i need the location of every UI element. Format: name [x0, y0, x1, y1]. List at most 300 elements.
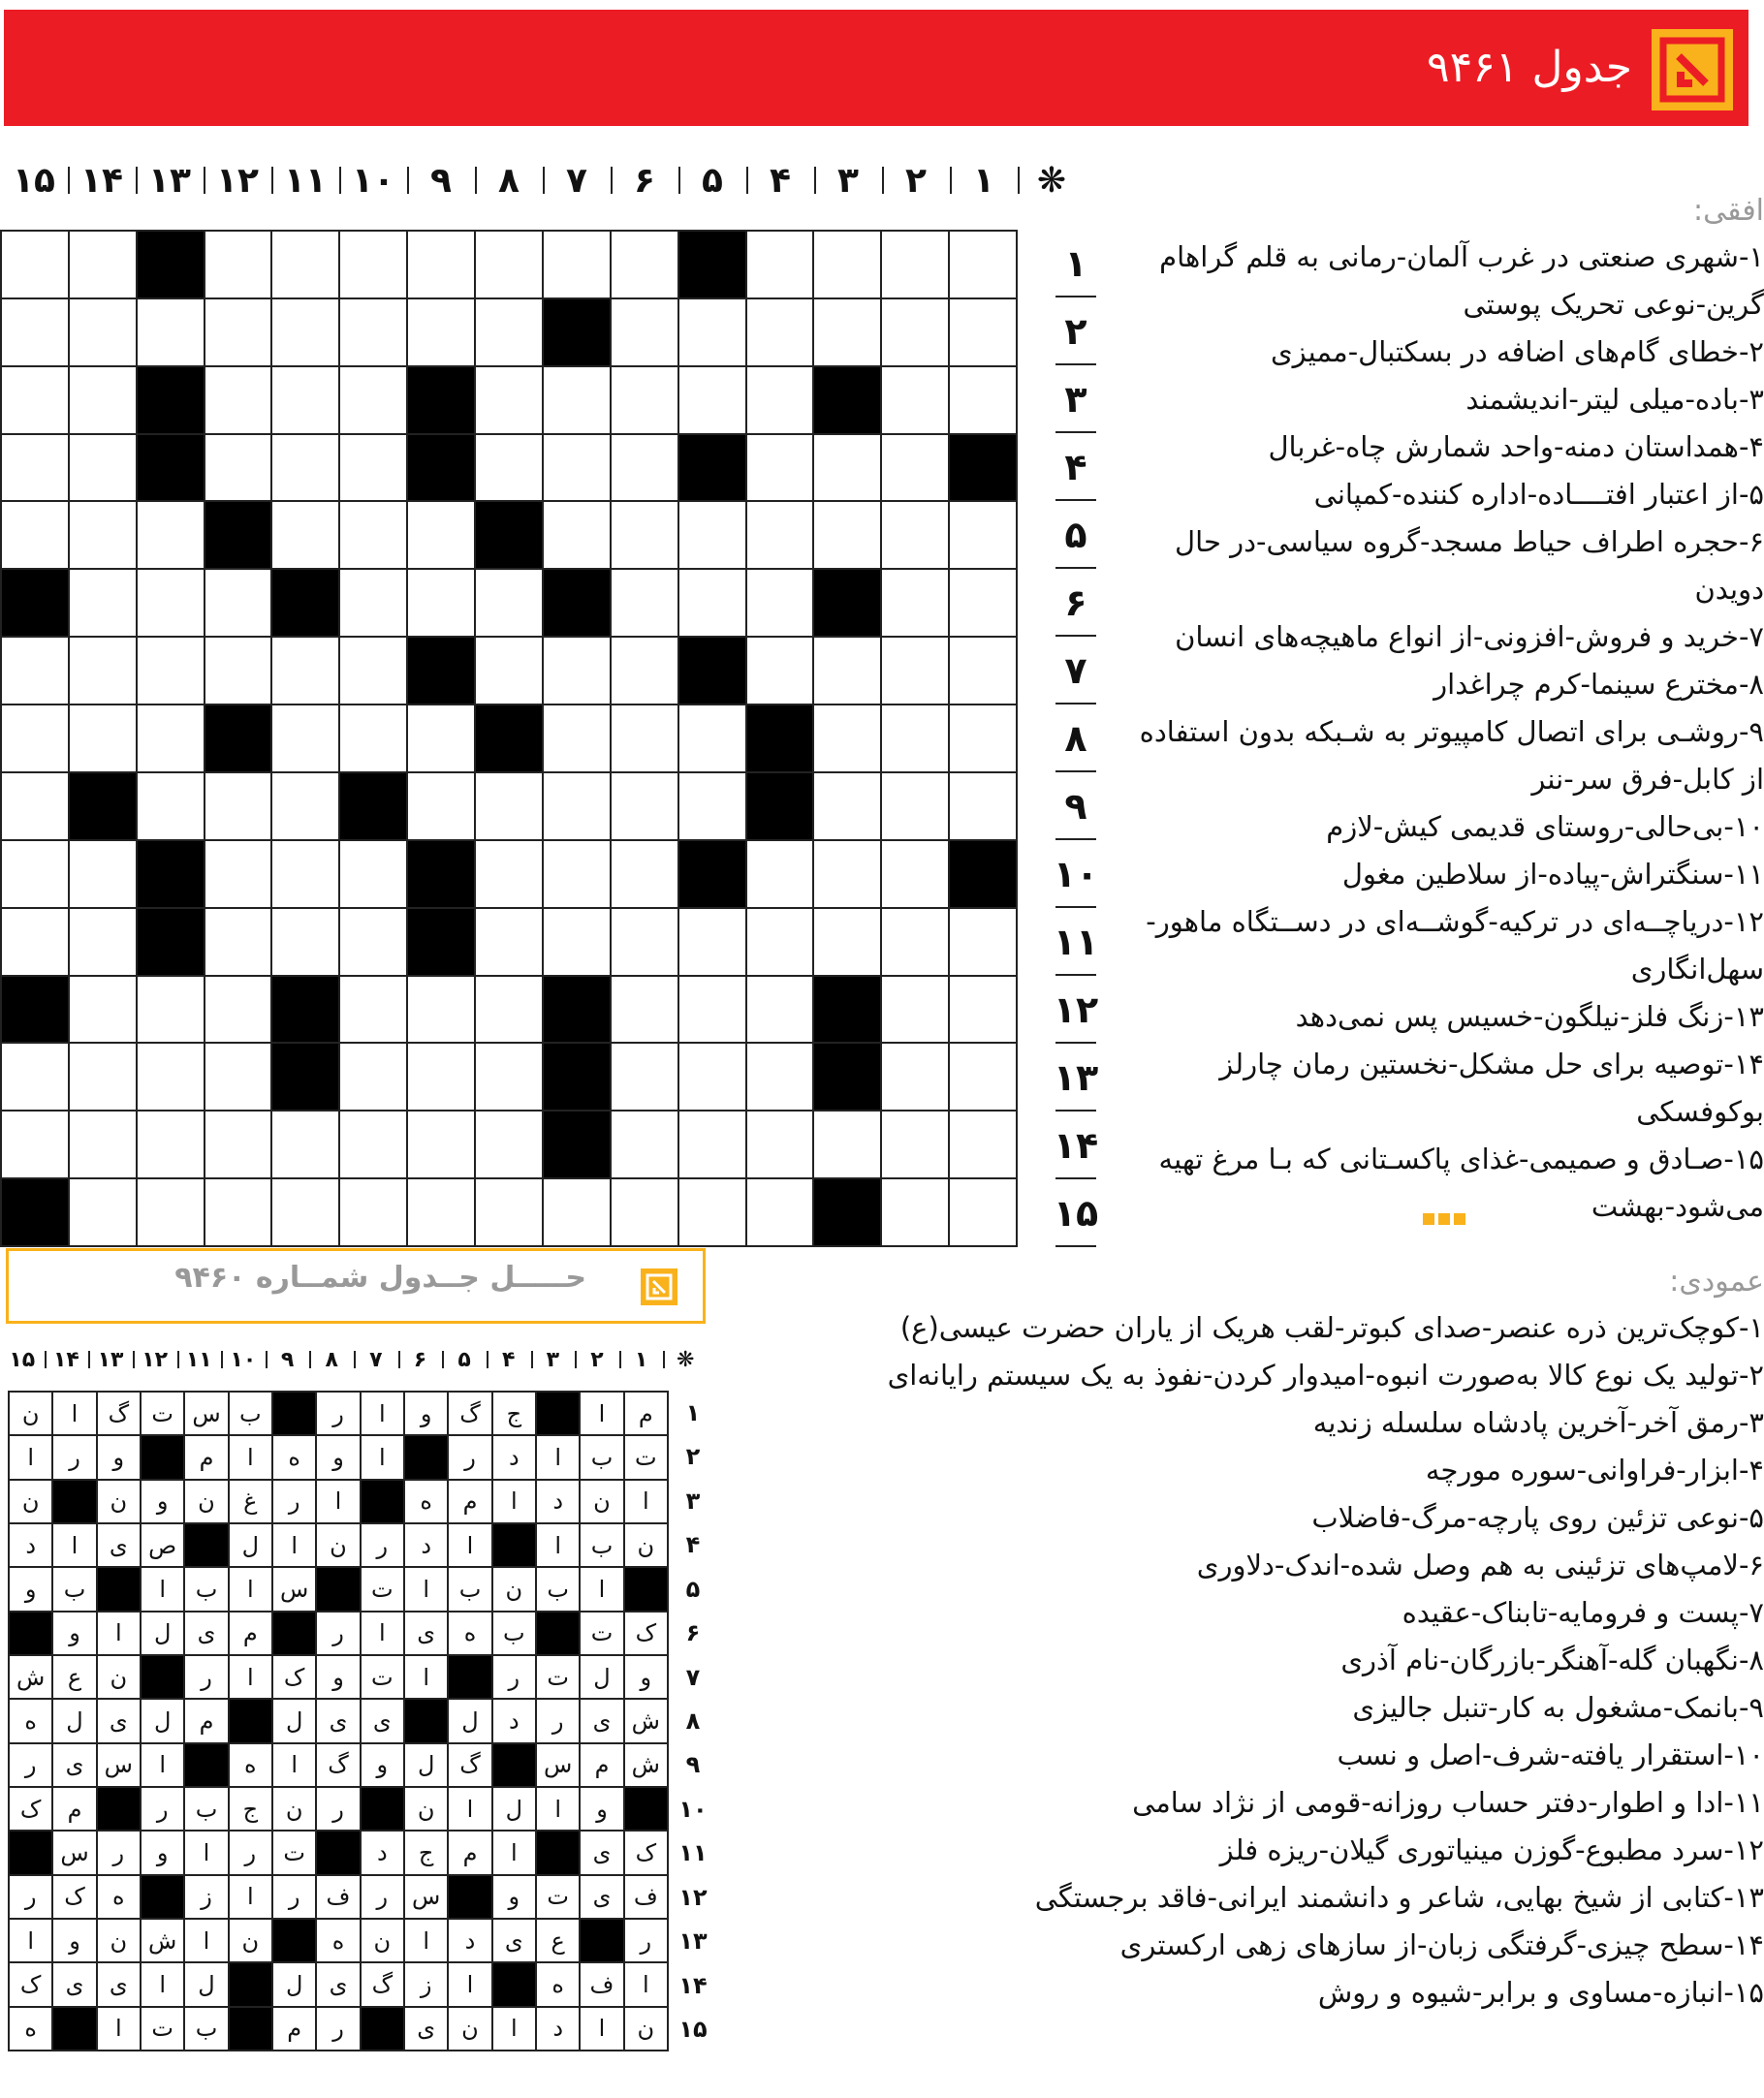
down-clue: ۳-رمق آخر-آخرین پادشاه سلسله زندیه	[1312, 1406, 1764, 1439]
solution-cell: ر	[230, 1832, 273, 1875]
row-number: ۵	[685, 1575, 701, 1603]
row-number: ۲	[1042, 297, 1110, 365]
solution-cell: ن	[98, 1920, 142, 1963]
across-clue: ۵-از اعتبار افتــــاده-اداره کننده-کمپانی	[1313, 478, 1764, 511]
black-cell	[814, 1179, 882, 1247]
grid-cell	[70, 299, 138, 367]
solution-cell: ل	[230, 1524, 273, 1568]
solution-cell: ن	[10, 1481, 53, 1524]
grid-cell	[950, 1179, 1018, 1247]
black-cell	[537, 1832, 581, 1875]
solution-cell: ا	[98, 2008, 142, 2051]
grid-cell	[205, 909, 273, 977]
solution-cell: ل	[142, 1700, 185, 1743]
solution-cell: ت	[625, 1436, 669, 1480]
black-cell	[408, 909, 476, 977]
grid-cell	[882, 977, 950, 1045]
solution-cell: ل	[449, 1700, 492, 1743]
grid-cell	[205, 1044, 273, 1112]
grid-cell	[612, 705, 679, 773]
grid-cell	[950, 705, 1018, 773]
solution-cell: ه	[317, 1920, 361, 1963]
grid-cell	[814, 435, 882, 503]
grid-cell	[679, 299, 747, 367]
grid-cell	[679, 367, 747, 435]
grid-cell	[950, 1044, 1018, 1112]
grid-cell	[814, 502, 882, 570]
solution-cell: ر	[10, 1876, 53, 1920]
solution-cell: ا	[362, 1436, 405, 1480]
black-cell	[317, 1832, 361, 1875]
row-number: ۳	[1042, 365, 1110, 433]
black-cell	[405, 1700, 449, 1743]
row-number: ۱۱	[1042, 908, 1110, 976]
grid-cell	[205, 977, 273, 1045]
grid-cell	[476, 841, 544, 909]
black-cell	[747, 773, 815, 841]
black-cell	[408, 841, 476, 909]
solution-cell: ز	[405, 1963, 449, 2007]
across-clue: ۷-خرید و فروش-افزونی-از انواع ماهیچه‌های انسان	[1175, 620, 1764, 653]
black-cell	[581, 1920, 624, 1963]
solution-cell: ر	[317, 1788, 361, 1832]
column-number: ۵	[442, 1342, 487, 1377]
grid-cell	[950, 232, 1018, 299]
solution-cell: ب	[185, 1568, 229, 1612]
solution-cell: ا	[405, 1568, 449, 1612]
solution-cell: ا	[230, 1436, 273, 1480]
solution-cell: ا	[230, 1876, 273, 1920]
grid-cell	[340, 909, 408, 977]
column-number: ۱۰	[221, 1342, 266, 1377]
grid-cell	[476, 435, 544, 503]
solution-cell: د	[405, 1524, 449, 1568]
solution-cell: ن	[625, 2008, 669, 2051]
grid-cell	[612, 1112, 679, 1179]
down-clue: ۱۵-انبازه-مساوی و برابر-شیوه و روش	[1317, 1976, 1764, 2009]
across-clue: ۴-همداستان دمنه-واحد شمارش چاه-غربال	[1268, 430, 1764, 463]
solution-cell: و	[317, 1436, 361, 1480]
solution-cell: گ	[98, 1393, 142, 1436]
solution-cell: ن	[449, 2008, 492, 2051]
black-cell	[625, 1788, 669, 1832]
black-cell	[814, 367, 882, 435]
column-number: ۱۳	[88, 1342, 133, 1377]
grid-cell	[408, 502, 476, 570]
across-clue: ۱۲-دریاچــه‌ای در ترکیه-گوشــه‌ای در دســتگاه ماهور-سهل‌انگاری	[1146, 905, 1764, 986]
solution-cell: ا	[449, 1788, 492, 1832]
solution-cell: ا	[142, 1963, 185, 2007]
grid-cell	[814, 638, 882, 705]
black-cell	[138, 909, 205, 977]
arrow-icon	[1652, 29, 1733, 110]
grid-cell	[138, 570, 205, 638]
solution-cell: ا	[10, 1436, 53, 1480]
across-clues	[1124, 194, 1764, 1231]
solution-cell: ج	[493, 1393, 537, 1436]
grid-cell	[70, 570, 138, 638]
black-cell	[544, 1112, 612, 1179]
column-number: ۷	[354, 1342, 398, 1377]
solution-cell: ج	[230, 1788, 273, 1832]
solution-cell: ا	[449, 1963, 492, 2007]
across-clue: ۱۵-صـادق و صمیمی-غذای پاکسـتانی که بـا مرغ تهیه می‌شود-بهشت	[1158, 1143, 1764, 1223]
grid-cell	[476, 1112, 544, 1179]
across-clue: ۹-روشـی برای اتصال کامپیوتر به شـبکه بدون استفاده از کابل-فرق سر-ننر	[1139, 715, 1764, 796]
solution-cell: ا	[98, 1613, 142, 1656]
solution-cell: س	[273, 1568, 317, 1612]
grid-cell	[70, 502, 138, 570]
grid-cell	[882, 299, 950, 367]
row-number: ۳	[685, 1487, 701, 1515]
grid-cell	[814, 232, 882, 299]
row-number: ۴	[1042, 433, 1110, 501]
grid-cell	[679, 977, 747, 1045]
grid-cell	[747, 435, 815, 503]
column-number: ۱۳	[136, 153, 204, 207]
grid-cell	[408, 1179, 476, 1247]
solution-cell: س	[185, 1393, 229, 1436]
grid-cell	[476, 977, 544, 1045]
grid-cell	[272, 841, 340, 909]
grid-cell	[70, 1044, 138, 1112]
grid-cell	[408, 1044, 476, 1112]
solution-cell: ش	[625, 1700, 669, 1743]
page-title: جدول ۹۴۶۱	[1426, 43, 1632, 92]
down-heading: عمودی:	[1669, 1265, 1764, 1299]
solution-cell: و	[493, 1876, 537, 1920]
grid-cell	[679, 570, 747, 638]
across-clue: ۱۰-بی‌حالی-روستای قدیمی کیش-لازم	[1326, 810, 1764, 843]
row-number: ۵	[1042, 501, 1110, 569]
grid-cell	[340, 638, 408, 705]
solution-cell: د	[362, 1832, 405, 1875]
grid-cell	[340, 1112, 408, 1179]
solution-grid	[8, 1391, 669, 2051]
grid-cell	[2, 705, 70, 773]
grid-cell	[882, 502, 950, 570]
solution-cell: س	[537, 1744, 581, 1788]
grid-cell	[340, 367, 408, 435]
solution-cell: ر	[449, 1436, 492, 1480]
grid-cell	[2, 638, 70, 705]
solution-cell: م	[230, 1613, 273, 1656]
grid-cell	[476, 909, 544, 977]
black-cell	[10, 1613, 53, 1656]
solution-title: حـــــل جــدول شمــاره ۹۴۶۰	[174, 1261, 586, 1295]
row-number: ۱۱	[678, 1839, 708, 1867]
down-clue: ۱-کوچک‌ترین ذره عنصر-صدای کبوتر-لقب هریک از یاران حضرت عیسی(ع)	[899, 1311, 1764, 1344]
grid-cell	[70, 977, 138, 1045]
black-cell	[138, 435, 205, 503]
grid-cell	[138, 638, 205, 705]
grid-cell	[814, 909, 882, 977]
solution-cell: د	[537, 2008, 581, 2051]
corner-symbol: ❋	[1018, 153, 1086, 207]
grid-cell	[950, 367, 1018, 435]
grid-cell	[138, 299, 205, 367]
solution-cell: ک	[53, 1876, 97, 1920]
solution-cell: ب	[537, 1568, 581, 1612]
grid-cell	[340, 705, 408, 773]
grid-cell	[747, 232, 815, 299]
solution-cell: و	[53, 1613, 97, 1656]
column-number: ۱۲	[204, 153, 271, 207]
black-cell	[679, 232, 747, 299]
grid-cell	[70, 638, 138, 705]
down-clue: ۹-بانمک-مشغول به کار-تنبل جالیزی	[1352, 1691, 1764, 1724]
black-cell	[747, 705, 815, 773]
solution-cell: ا	[537, 1524, 581, 1568]
solution-cell: ل	[273, 1963, 317, 2007]
grid-cell	[950, 977, 1018, 1045]
across-clue: ۶-حجره اطراف حیاط مسجد-گروه سیاسی-در حال دویدن	[1175, 525, 1764, 606]
solution-cell: ی	[98, 1963, 142, 2007]
solution-cell: ر	[317, 1393, 361, 1436]
solution-cell: ا	[625, 1481, 669, 1524]
solution-cell: ش	[142, 1920, 185, 1963]
grid-cell	[747, 299, 815, 367]
grid-cell	[544, 435, 612, 503]
grid-cell	[679, 502, 747, 570]
solution-cell: گ	[449, 1393, 492, 1436]
row-number: ۱	[685, 1398, 701, 1426]
black-cell	[679, 841, 747, 909]
row-number: ۷	[1042, 637, 1110, 705]
grid-cell	[747, 977, 815, 1045]
grid-cell	[476, 1179, 544, 1247]
column-number: ۱۱	[177, 1342, 222, 1377]
black-cell	[405, 1436, 449, 1480]
solution-cell: ه	[230, 1744, 273, 1788]
solution-cell: ا	[142, 1744, 185, 1788]
row-number: ۹	[685, 1751, 701, 1779]
black-cell	[272, 977, 340, 1045]
row-number: ۱۳	[1042, 1044, 1110, 1112]
black-cell	[362, 1481, 405, 1524]
across-clue: ۳-باده-میلی لیتر-اندیشمند	[1465, 383, 1764, 416]
solution-cell: ی	[581, 1876, 624, 1920]
solution-cell: د	[537, 1481, 581, 1524]
black-cell	[272, 1044, 340, 1112]
solution-column-numbers	[0, 1342, 708, 1377]
solution-cell: ا	[185, 1920, 229, 1963]
black-cell	[142, 1436, 185, 1480]
grid-cell	[882, 638, 950, 705]
solution-cell: ر	[493, 1656, 537, 1700]
black-cell	[273, 1613, 317, 1656]
grid-cell	[612, 435, 679, 503]
black-cell	[493, 1744, 537, 1788]
grid-cell	[544, 232, 612, 299]
black-cell	[476, 502, 544, 570]
grid-cell	[205, 638, 273, 705]
row-number: ۸	[1042, 705, 1110, 772]
solution-cell: ن	[273, 1788, 317, 1832]
down-clue: ۱۳-کتابی از شیخ بهایی، شاعر و دانشمند ایرانی-فاقد برجستگی	[1034, 1881, 1764, 1914]
solution-cell: ی	[405, 1613, 449, 1656]
black-cell	[185, 1744, 229, 1788]
grid-cell	[476, 367, 544, 435]
down-clue: ۸-نگهبان گله-آهنگر-بازرگان-نام آذری	[1340, 1644, 1764, 1676]
solution-cell: ن	[98, 1656, 142, 1700]
solution-cell: م	[449, 1481, 492, 1524]
solution-cell: ا	[142, 1568, 185, 1612]
grid-cell	[272, 705, 340, 773]
column-number: ۱	[619, 1342, 664, 1377]
grid-cell	[612, 299, 679, 367]
grid-cell	[950, 502, 1018, 570]
black-cell	[950, 841, 1018, 909]
solution-cell: و	[142, 1832, 185, 1875]
grid-cell	[2, 435, 70, 503]
solution-cell: ن	[98, 1481, 142, 1524]
grid-cell	[272, 435, 340, 503]
black-cell	[544, 299, 612, 367]
solution-cell: ا	[362, 1393, 405, 1436]
row-number: ۱۴	[678, 1971, 708, 1999]
grid-cell	[950, 909, 1018, 977]
grid-cell	[612, 773, 679, 841]
solution-cell: ک	[625, 1832, 669, 1875]
grid-cell	[138, 705, 205, 773]
solution-cell: ب	[185, 2008, 229, 2051]
solution-cell: ش	[625, 1744, 669, 1788]
solution-cell: ه	[98, 1876, 142, 1920]
solution-cell: ا	[449, 1524, 492, 1568]
solution-cell: ب	[53, 1568, 97, 1612]
grid-cell	[70, 232, 138, 299]
solution-cell: س	[98, 1744, 142, 1788]
solution-cell: گ	[317, 1744, 361, 1788]
grid-cell	[205, 841, 273, 909]
solution-cell: د	[10, 1524, 53, 1568]
solution-cell: س	[53, 1832, 97, 1875]
black-cell	[53, 2008, 97, 2051]
across-clue: ۱-شهری صنعتی در غرب آلمان-رمانی به قلم گراهام گرین-نوعی تحریک پوستی	[1159, 240, 1764, 321]
column-number: ۱۲	[133, 1342, 177, 1377]
solution-cell: ا	[230, 1568, 273, 1612]
grid-cell	[138, 1044, 205, 1112]
grid-cell	[476, 638, 544, 705]
solution-cell: ی	[493, 1920, 537, 1963]
column-number: ۳	[531, 1342, 576, 1377]
solution-cell: ر	[625, 1920, 669, 1963]
column-number: ۹	[266, 1342, 310, 1377]
black-cell	[362, 1788, 405, 1832]
grid-cell	[2, 1112, 70, 1179]
column-number: ۱۵	[9, 1347, 36, 1372]
grid-cell	[70, 705, 138, 773]
grid-cell	[2, 232, 70, 299]
solution-row-numbers	[676, 1391, 710, 2051]
black-cell	[340, 773, 408, 841]
down-clue: ۵-نوعی تزئین روی پارچه-مرگ-فاضلاب	[1311, 1501, 1764, 1534]
solution-cell: ف	[625, 1876, 669, 1920]
grid-cell	[882, 705, 950, 773]
black-cell	[273, 1393, 317, 1436]
grid-cell	[2, 299, 70, 367]
row-number: ۱۲	[1042, 976, 1110, 1044]
solution-cell: ک	[273, 1656, 317, 1700]
grid-cell	[340, 232, 408, 299]
black-cell	[544, 1044, 612, 1112]
grid-cell	[2, 841, 70, 909]
solution-cell: ب	[493, 1613, 537, 1656]
black-cell	[138, 367, 205, 435]
black-cell	[70, 773, 138, 841]
grid-cell	[138, 1112, 205, 1179]
black-cell	[408, 638, 476, 705]
grid-cell	[747, 1179, 815, 1247]
grid-cell	[205, 1112, 273, 1179]
grid-cell	[340, 1044, 408, 1112]
black-cell	[205, 705, 273, 773]
black-cell	[142, 1656, 185, 1700]
column-number: ۸	[475, 153, 543, 207]
across-clue: ۱۱-سنگتراش-پیاده-از سلاطین مغول	[1341, 858, 1764, 891]
solution-cell: ا	[537, 1436, 581, 1480]
black-cell	[537, 1393, 581, 1436]
black-cell	[408, 435, 476, 503]
solution-cell: ر	[142, 1788, 185, 1832]
grid-cell	[205, 299, 273, 367]
black-cell	[814, 1044, 882, 1112]
grid-cell	[476, 232, 544, 299]
across-clue: ۲-خطای گام‌های اضافه در بسکتبال-ممیزی	[1270, 335, 1764, 368]
grid-cell	[205, 367, 273, 435]
black-cell	[138, 232, 205, 299]
grid-cell	[205, 773, 273, 841]
solution-cell: ا	[493, 1832, 537, 1875]
down-clue: ۷-پست و فرومایه-تابناک-عقیده	[1402, 1596, 1764, 1629]
solution-cell: ا	[405, 1920, 449, 1963]
solution-cell: ل	[185, 1963, 229, 2007]
column-number: ۱۰	[339, 153, 407, 207]
black-cell	[544, 977, 612, 1045]
column-number: ۲	[882, 153, 950, 207]
column-number: ۹	[407, 153, 475, 207]
black-cell	[493, 1524, 537, 1568]
black-cell	[476, 705, 544, 773]
solution-cell: ر	[317, 2008, 361, 2051]
grid-cell	[950, 570, 1018, 638]
solution-cell: ن	[581, 1481, 624, 1524]
solution-cell: ل	[53, 1700, 97, 1743]
solution-cell: ب	[185, 1788, 229, 1832]
row-number: ۶	[1042, 569, 1110, 637]
column-number: ۷	[543, 153, 611, 207]
solution-cell: و	[98, 1436, 142, 1480]
solution-cell: ت	[362, 1568, 405, 1612]
solution-cell: ا	[581, 2008, 624, 2051]
solution-cell: د	[449, 1920, 492, 1963]
solution-cell: گ	[449, 1744, 492, 1788]
grid-cell	[408, 773, 476, 841]
solution-cell: ل	[405, 1744, 449, 1788]
grid-cell	[950, 638, 1018, 705]
solution-cell: ت	[537, 1656, 581, 1700]
grid-cell	[679, 773, 747, 841]
grid-cell	[272, 1112, 340, 1179]
grid-cell	[70, 909, 138, 977]
solution-cell: م	[625, 1393, 669, 1436]
solution-cell: ه	[449, 1613, 492, 1656]
solution-cell: ر	[185, 1656, 229, 1700]
grid-cell	[612, 1044, 679, 1112]
grid-cell	[882, 232, 950, 299]
down-clue: ۴-ابزار-فراوانی-سوره مورچه	[1425, 1454, 1764, 1487]
